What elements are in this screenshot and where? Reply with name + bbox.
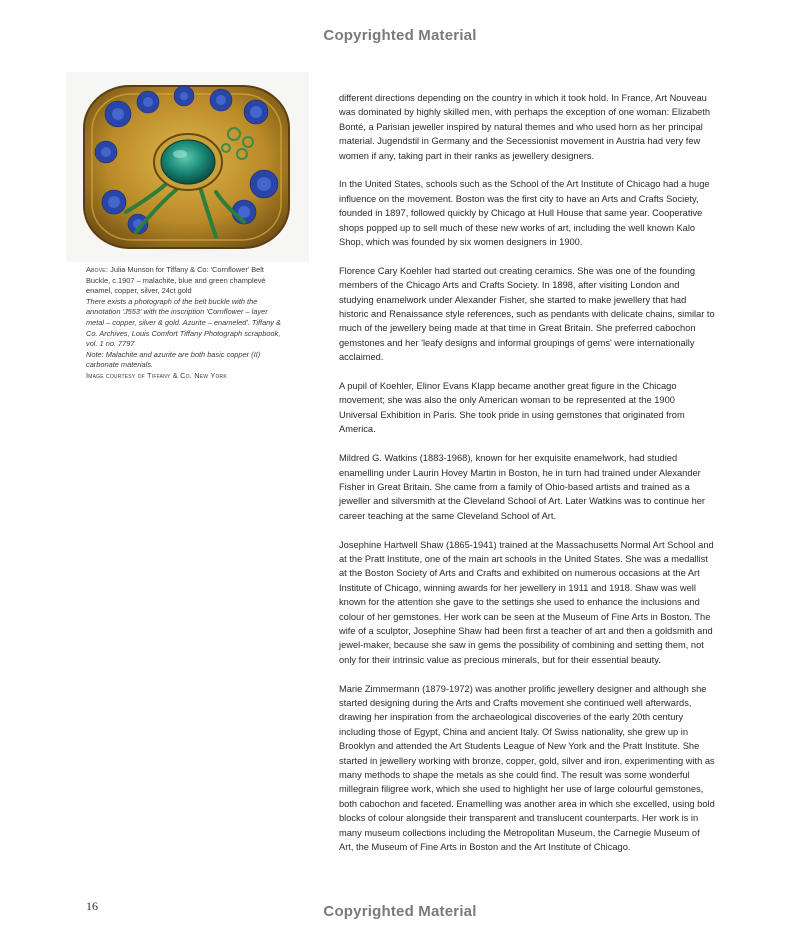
buckle-illustration [66,72,309,262]
caption-line-2: There exists a photograph of the belt buckle with the annotation 'J553' with the inscription 'Cornflower – layer metal – copper, silver & gold. Azurite – enameled'. Tiffany & Co. Archives, Louis Comfort Tiffany Photograph scrapbook, vol. 1 no. 7797 [86,296,281,349]
page-number: 16 [86,899,98,913]
body-paragraph: different directions depending on the country in which it took hold. In France, Art Nouveau was dominated by highly skilled men, with perhaps the exception of one woman: Elizabeth Bonté, a Parisian jeweller inspired by natural themes and who used horn as her principal material. Jugendstil in Germany and the Secessionist movement in Austria had very few women if any, taking part in their ranks as jewellery designers. [339,93,711,161]
body-paragraph: Josephine Hartwell Shaw (1865-1941) trained at the Massachusetts Normal Art School and at the Pratt Institute, one of the main art schools in the United States. She was a medallist at the Boston Society of Arts and Crafts and exhibited on numerous occasions at the Art Institute of Chicago, winning awards for her jewellery in 1911 and 1918. Shaw was well known for the attention she gave to the settings she used to enhance the inclusions and colour of her gemstones. Her work can be seen at the Museum of Fine Arts in Boston. The wife of a sculptor, Josephine Shaw had been first a teacher of art and then a goldsmith and jewel-maker, because she saw in gems the possibility of combining and setting them, not only for their intrinsic value as precious minerals, but for their essential beauty. [339,539,714,665]
body-paragraph: Marie Zimmermann (1879-1972) was another prolific jewellery designer and although she started designing during the Arts and Crafts movement she continued well afterwards, drawing her inspiration from the archaeological discoveries of the early 20th century including those of Egypt, China and ancient Italy. Of Swiss nationality, she grew up in Brooklyn and attended the Art Students League of New York and the Pratt Institute. She started in jewellery working with bronze, copper, gold, silver and iron, experimenting with as many methods to shape the metals as she could find. The result was some wonderful millegrain filigree work, which she used to highlight her use of large colourful gemstones, both cabochon and faceted. Enamelling was another area in which she excelled, using bold blocks of colour alongside their transparent and translucent counterparts. Her work is in many museum collections including the Metropolitan Museum, the Carnegie Museum of Art, the Museum of Fine Arts in Boston and the Art Institute of Chicago. [339,683,715,853]
body-paragraph: Florence Cary Koehler had started out creating ceramics. She was one of the founding members of the Chicago Arts and Crafts Society. In 1898, after visiting London and studying enamelwork under Alexander Fisher, she started to make jewellery that had historic and Renaissance style references, such as pendants with delicate chains, similar to much of the jewellery being made at that time in Great Britain. She preferred cabochon gemstones and her 'leafy designs and informal groupings of gems' were internationally acclaimed. [339,265,715,363]
caption-line-1: Julia Munson for Tiffany & Co: 'Cornflower' Belt Buckle, c.1907 – malachite, blue and green champlevé enamel, copper, silver, 24ct gold [86,265,266,296]
caption-line-3: Note: Malachite and azurite are both basic copper (II) carbonate materials. [86,349,261,370]
body-paragraph: A pupil of Koehler, Elinor Evans Klapp became another great figure in the Chicago movement; she was also the only American woman to be represented at the 1900 Universal Exhibition in Paris. She took pride in using gemstones that originated from America. [339,381,685,435]
photo-caption [86,265,286,382]
caption-credit: Image courtesy of Tiffany & Co. New York [86,370,227,380]
body-text [339,91,715,869]
watermark-bottom: Copyrighted Material [323,903,477,920]
caption-lead: Above: [86,265,109,274]
body-paragraph: Mildred G. Watkins (1883-1968), known for her exquisite enamelwork, had studied enamelling under Laurin Hovey Martin in Boston, he in turn had trained under Alexander Fisher in Great Britain. She came from a family of Ohio-based artists and trained as a jeweller and silversmith at the Cleveland School of Art. Later Watkins was to continue her career teaching at the same Cleveland School of Art. [339,453,706,521]
watermark-top: Copyrighted Material [323,27,477,44]
buckle-photo [66,72,309,262]
body-paragraph: In the United States, schools such as the School of the Art Institute of Chicago had a huge influence on the movement. Boston was the first city to have an Arts and Crafts Society, founded in 1897, followed quickly by Chicago at Hull House that same year. Cooperative shops popped up to sell much of these new works of art, including the well known Kalo Shop, which was founded by six women designers in 1900. [339,179,710,248]
caption-main [86,265,286,297]
